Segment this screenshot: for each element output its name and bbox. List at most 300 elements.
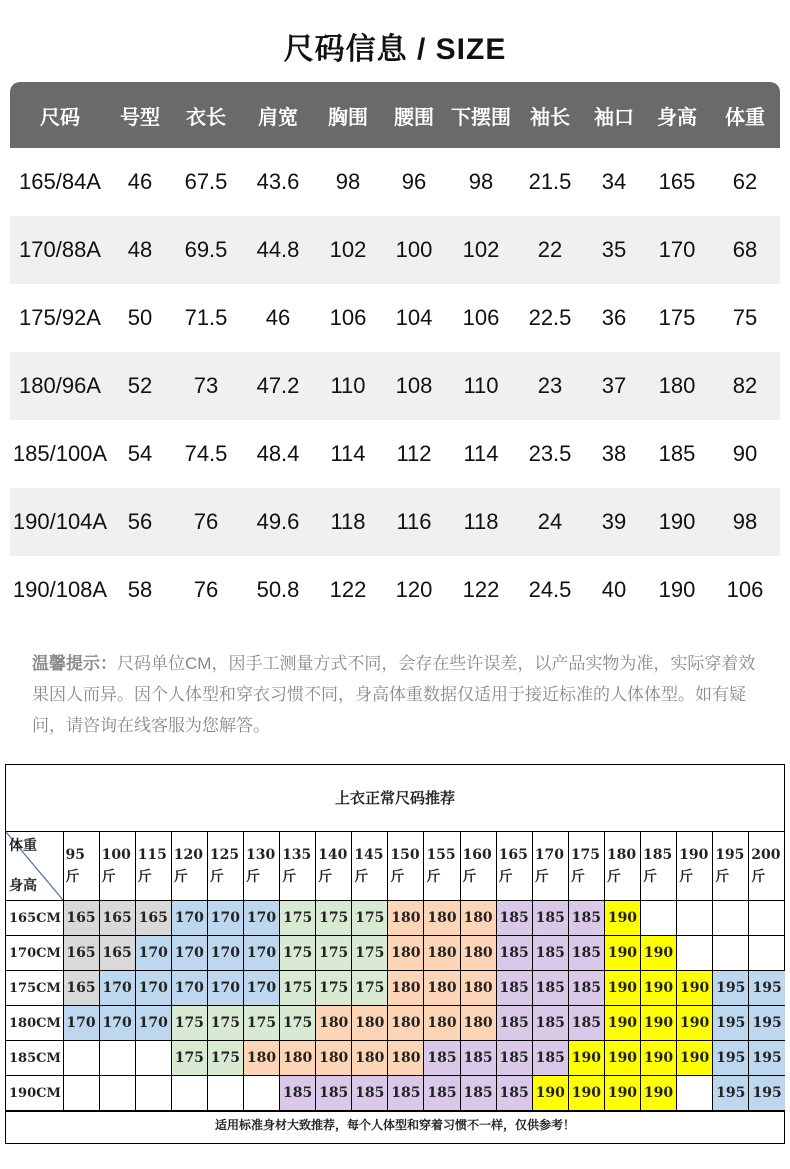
recommended-size-cell: 195 [749, 1041, 785, 1076]
size-cell: 110 [330, 373, 366, 398]
recommended-size-cell: 185 [532, 901, 568, 936]
size-cell: 165/84A [19, 169, 101, 194]
weight-unit: 斤 [570, 869, 585, 885]
recommendation-title: 上衣正常尺码推荐 [6, 765, 784, 832]
recommended-size-cell: 195 [713, 1041, 749, 1076]
weight-unit: 斤 [751, 869, 766, 885]
recommended-size-cell: 185 [568, 936, 604, 971]
recommended-size-cell: 190 [641, 971, 677, 1006]
size-cell: 43.6 [256, 169, 300, 194]
recommended-size-cell: 185 [280, 1076, 316, 1111]
recommended-size-cell: 180 [424, 971, 460, 1006]
recommended-size-cell [641, 901, 677, 936]
weight-value: 135 [282, 847, 312, 863]
weight-header-cell [63, 832, 99, 901]
size-cell: 190 [658, 577, 696, 602]
size-cell: 180/96A [19, 373, 101, 398]
recommended-size-cell: 185 [496, 936, 532, 971]
weight-header-cell [749, 832, 785, 901]
weight-unit: 斤 [679, 869, 694, 885]
recommendation-row [6, 1006, 785, 1041]
recommended-size-cell: 175 [171, 1041, 207, 1076]
recommended-size-cell: 175 [316, 936, 352, 971]
size-cell: 102 [462, 237, 500, 262]
size-cell: 118 [463, 509, 499, 534]
weight-unit: 斤 [101, 869, 116, 885]
recommended-size-cell [63, 1041, 99, 1076]
weight-header-row [6, 832, 785, 901]
size-cell: 122 [462, 577, 500, 602]
weight-unit: 斤 [137, 869, 152, 885]
weight-header-cell [568, 832, 604, 901]
recommended-size-cell: 170 [99, 971, 135, 1006]
recommended-size-cell: 195 [749, 971, 785, 1006]
size-header-cell: 尺码 [40, 106, 80, 129]
recommended-size-cell: 180 [460, 971, 496, 1006]
recommended-size-cell: 185 [532, 971, 568, 1006]
weight-value: 150 [390, 847, 420, 863]
weight-value: 125 [209, 847, 240, 863]
weight-unit: 斤 [209, 869, 224, 885]
recommended-size-cell: 180 [316, 1041, 352, 1076]
recommended-size-cell: 180 [460, 1006, 496, 1041]
size-cell: 23 [537, 373, 563, 398]
size-cell: 116 [396, 509, 432, 534]
size-cell: 46 [127, 169, 153, 194]
recommended-size-cell: 175 [316, 901, 352, 936]
recommended-size-cell: 185 [496, 1041, 532, 1076]
recommended-size-cell [63, 1076, 99, 1111]
size-cell: 74.5 [184, 441, 228, 466]
weight-value: 195 [715, 847, 745, 863]
recommended-size-cell: 175 [280, 901, 316, 936]
recommended-size-cell: 190 [604, 901, 640, 936]
size-cell: 62 [732, 169, 758, 194]
recommended-size-cell: 190 [568, 1076, 604, 1111]
size-cell: 180 [658, 373, 696, 398]
size-cell: 118 [330, 509, 366, 534]
recommendation-row [6, 1041, 785, 1076]
notice-label: 温馨提示： [32, 654, 117, 673]
recommended-size-cell: 185 [496, 901, 532, 936]
recommended-size-cell: 190 [641, 1076, 677, 1111]
weight-value: 120 [173, 847, 204, 863]
recommended-size-cell: 180 [388, 1041, 424, 1076]
size-cell: 58 [127, 577, 153, 602]
recommended-size-cell: 190 [604, 936, 640, 971]
weight-unit: 斤 [65, 869, 80, 885]
weight-value: 100 [101, 847, 131, 863]
weight-value: 155 [426, 847, 456, 863]
weight-header-cell [532, 832, 568, 901]
size-cell: 39 [601, 509, 627, 534]
size-cell: 106 [329, 305, 367, 330]
recommended-size-cell: 175 [280, 971, 316, 1006]
recommended-size-cell: 170 [63, 1006, 99, 1041]
weight-unit: 斤 [462, 869, 477, 885]
recommended-size-cell: 180 [388, 901, 424, 936]
recommended-size-cell [749, 936, 785, 971]
recommended-size-cell: 180 [388, 971, 424, 1006]
size-cell: 114 [463, 441, 499, 466]
size-cell: 23.5 [528, 441, 572, 466]
weight-header-cell [99, 832, 135, 901]
recommended-size-cell: 175 [352, 901, 388, 936]
size-cell: 98 [732, 509, 758, 534]
recommended-size-cell: 185 [388, 1076, 424, 1111]
recommended-size-cell: 165 [63, 971, 99, 1006]
size-cell: 54 [127, 441, 153, 466]
size-cell: 104 [395, 305, 433, 330]
recommended-size-cell: 180 [388, 1006, 424, 1041]
height-label: 190CM [6, 1076, 63, 1111]
recommended-size-cell: 170 [207, 971, 243, 1006]
height-label: 185CM [6, 1041, 63, 1076]
size-cell: 36 [601, 305, 627, 330]
weight-value: 170 [534, 847, 564, 863]
size-cell: 112 [396, 441, 432, 466]
weight-value: 95 [65, 847, 85, 863]
recommended-size-cell: 175 [207, 1041, 243, 1076]
weight-unit: 斤 [390, 869, 405, 885]
recommended-size-cell: 185 [568, 901, 604, 936]
size-table-row [10, 352, 780, 420]
weight-unit: 斤 [282, 869, 297, 885]
recommended-size-cell: 175 [280, 936, 316, 971]
weight-header-cell [207, 832, 243, 901]
weight-unit: 斤 [534, 869, 549, 885]
size-cell: 52 [127, 373, 153, 398]
recommended-size-cell: 185 [532, 1006, 568, 1041]
recommended-size-cell: 190 [677, 1006, 713, 1041]
size-cell: 98 [335, 169, 361, 194]
size-cell: 120 [395, 577, 433, 602]
recommended-size-cell: 165 [135, 901, 171, 936]
recommended-size-cell [713, 901, 749, 936]
weight-unit: 斤 [715, 869, 730, 885]
size-cell: 68 [732, 237, 758, 262]
size-table-row [10, 488, 780, 556]
recommended-size-cell: 185 [496, 1076, 532, 1111]
weight-value: 200 [751, 847, 781, 863]
weight-header-cell [641, 832, 677, 901]
weight-header-cell [243, 832, 279, 901]
recommended-size-cell: 185 [460, 1041, 496, 1076]
recommended-size-cell [713, 936, 749, 971]
recommended-size-cell: 190 [677, 971, 713, 1006]
weight-header-cell [713, 832, 749, 901]
recommended-size-cell: 185 [496, 971, 532, 1006]
size-cell: 110 [463, 373, 499, 398]
size-cell: 175/92A [19, 305, 101, 330]
recommended-size-cell: 170 [135, 936, 171, 971]
weight-header-cell [424, 832, 460, 901]
size-cell: 75 [732, 305, 758, 330]
recommended-size-cell: 165 [99, 936, 135, 971]
recommended-size-cell: 170 [243, 936, 279, 971]
recommended-size-cell: 170 [171, 971, 207, 1006]
notice-text: 尺码单位CM，因手工测量方式不同，会存在些许误差，以产品实物为准，实际穿着效果因人而异。因个人体型和穿衣习惯不同，身高体重数据仅适用于接近标准的人体体型。如有疑问，请咨询在线客服为您解答。 [32, 654, 756, 735]
recommended-size-cell: 175 [352, 971, 388, 1006]
weight-value: 115 [137, 847, 167, 863]
size-cell: 100 [395, 237, 433, 262]
weight-header-cell [280, 832, 316, 901]
corner-cell [6, 832, 63, 901]
size-cell: 38 [601, 441, 627, 466]
size-cell: 108 [395, 373, 433, 398]
size-cell: 114 [330, 441, 366, 466]
weight-value: 175 [570, 847, 601, 863]
size-cell: 22.5 [528, 305, 572, 330]
recommended-size-cell: 170 [243, 901, 279, 936]
weight-header-cell [171, 832, 207, 901]
size-cell: 48 [127, 237, 153, 262]
size-header-cell: 胸围 [328, 106, 368, 129]
weight-value: 185 [643, 847, 673, 863]
recommended-size-cell: 185 [352, 1076, 388, 1111]
recommended-size-cell: 185 [532, 1041, 568, 1076]
size-header-cell: 袖长 [530, 106, 570, 129]
recommended-size-cell: 195 [713, 1076, 749, 1111]
size-cell: 67.5 [184, 169, 228, 194]
recommended-size-cell: 190 [604, 1076, 640, 1111]
weight-header-cell [496, 832, 532, 901]
size-table-row [10, 284, 780, 352]
recommended-size-cell [243, 1076, 279, 1111]
recommended-size-cell: 190 [677, 1041, 713, 1076]
size-cell: 102 [329, 237, 367, 262]
recommended-size-cell: 185 [424, 1076, 460, 1111]
recommended-size-cell: 180 [460, 901, 496, 936]
weight-header-cell [388, 832, 424, 901]
size-cell: 24 [537, 509, 563, 534]
size-cell: 185/100A [12, 441, 108, 466]
recommended-size-cell: 180 [460, 936, 496, 971]
recommendation-row [6, 936, 785, 971]
recommended-size-cell: 175 [316, 971, 352, 1006]
recommended-size-cell: 170 [171, 936, 207, 971]
size-cell: 35 [601, 237, 627, 262]
recommended-size-cell: 180 [352, 1006, 388, 1041]
recommended-size-cell: 185 [568, 971, 604, 1006]
recommendation-row [6, 1076, 785, 1111]
recommendation-row [6, 901, 785, 936]
recommended-size-cell: 185 [460, 1076, 496, 1111]
corner-height-label: 身高 [9, 878, 37, 894]
recommended-size-cell: 190 [568, 1041, 604, 1076]
recommended-size-cell [207, 1076, 243, 1111]
recommended-size-cell: 170 [135, 971, 171, 1006]
size-cell: 170 [658, 237, 696, 262]
recommended-size-cell: 185 [316, 1076, 352, 1111]
size-header-cell: 身高 [657, 106, 697, 129]
recommended-size-cell: 195 [749, 1076, 785, 1111]
recommended-size-cell: 180 [424, 936, 460, 971]
size-cell: 56 [127, 509, 153, 534]
recommended-size-cell: 180 [424, 901, 460, 936]
size-cell: 22 [537, 237, 563, 262]
recommended-size-cell [749, 901, 785, 936]
weight-unit: 斤 [426, 869, 441, 885]
size-cell: 40 [601, 577, 627, 602]
recommended-size-cell: 175 [207, 1006, 243, 1041]
size-cell: 170/88A [19, 237, 101, 262]
recommended-size-cell: 195 [713, 1006, 749, 1041]
recommended-size-cell: 175 [171, 1006, 207, 1041]
size-header-cell: 腰围 [394, 106, 434, 129]
recommended-size-cell: 190 [641, 1006, 677, 1041]
recommended-size-cell: 170 [99, 1006, 135, 1041]
recommendation-chart [5, 764, 785, 1144]
page-title: 尺码信息 / SIZE [283, 33, 507, 66]
size-cell: 49.6 [256, 509, 300, 534]
recommended-size-cell: 170 [243, 971, 279, 1006]
size-table-row [10, 420, 780, 488]
weight-header-cell [677, 832, 713, 901]
recommended-size-cell: 165 [99, 901, 135, 936]
recommended-size-cell: 175 [280, 1006, 316, 1041]
recommended-size-cell [99, 1076, 135, 1111]
weight-unit: 斤 [173, 869, 188, 885]
size-header-cell: 体重 [725, 106, 765, 129]
recommended-size-cell: 190 [641, 936, 677, 971]
size-header-cell: 袖口 [594, 106, 634, 129]
size-cell: 71.5 [184, 305, 228, 330]
recommended-size-cell: 195 [749, 1006, 785, 1041]
size-header-cell: 衣长 [186, 106, 226, 129]
recommended-size-cell [135, 1041, 171, 1076]
weight-value: 160 [462, 847, 492, 863]
size-cell: 190/108A [12, 577, 108, 602]
recommended-size-cell: 170 [171, 901, 207, 936]
size-cell: 185 [658, 441, 696, 466]
recommended-size-cell: 165 [63, 901, 99, 936]
weight-value: 190 [679, 847, 709, 863]
recommended-size-cell [99, 1041, 135, 1076]
weight-header-cell [604, 832, 640, 901]
recommended-size-cell: 170 [207, 936, 243, 971]
recommended-size-cell: 190 [641, 1041, 677, 1076]
size-table-row [10, 556, 780, 624]
size-cell: 44.8 [256, 237, 300, 262]
weight-unit: 斤 [498, 869, 513, 885]
recommendation-row [6, 971, 785, 1006]
size-cell: 106 [462, 305, 500, 330]
recommended-size-cell: 180 [352, 1041, 388, 1076]
size-table-header [10, 82, 780, 148]
recommended-size-cell: 175 [352, 936, 388, 971]
recommended-size-cell: 190 [604, 971, 640, 1006]
recommended-size-cell [171, 1076, 207, 1111]
recommended-size-cell: 185 [424, 1041, 460, 1076]
weight-value: 140 [318, 847, 348, 863]
weight-unit: 斤 [606, 869, 621, 885]
size-cell: 46 [265, 305, 291, 330]
weight-header-cell [352, 832, 388, 901]
size-cell: 24.5 [528, 577, 572, 602]
size-header-cell: 号型 [120, 106, 160, 129]
height-label: 165CM [6, 901, 63, 936]
corner-weight-label: 体重 [9, 838, 37, 854]
recommended-size-cell: 185 [568, 1006, 604, 1041]
size-cell: 73 [193, 373, 219, 398]
height-label: 175CM [6, 971, 63, 1006]
weight-unit: 斤 [354, 869, 369, 885]
size-table-row [10, 148, 780, 216]
size-cell: 96 [401, 169, 427, 194]
size-cell: 76 [193, 509, 219, 534]
weight-value: 165 [498, 847, 528, 863]
recommended-size-cell [135, 1076, 171, 1111]
height-label: 180CM [6, 1006, 63, 1041]
size-cell: 50 [127, 305, 153, 330]
size-cell: 50.8 [256, 577, 300, 602]
recommended-size-cell: 175 [243, 1006, 279, 1041]
recommended-size-cell [677, 1076, 713, 1111]
weight-value: 145 [354, 847, 384, 863]
recommended-size-cell: 180 [424, 1006, 460, 1041]
size-cell: 106 [726, 577, 764, 602]
size-cell: 21.5 [528, 169, 572, 194]
height-label: 170CM [6, 936, 63, 971]
recommended-size-cell: 180 [388, 936, 424, 971]
recommended-size-cell: 185 [496, 1006, 532, 1041]
recommended-size-cell: 180 [316, 1006, 352, 1041]
size-cell: 37 [601, 373, 627, 398]
size-cell: 90 [732, 441, 758, 466]
recommended-size-cell: 190 [532, 1076, 568, 1111]
size-cell: 190 [658, 509, 696, 534]
recommended-size-cell: 195 [713, 971, 749, 1006]
recommended-size-cell: 165 [63, 936, 99, 971]
size-cell: 47.2 [256, 373, 300, 398]
recommendation-footer: 适用标准身材大致推荐，每个人体型和穿着习惯不一样，仅供参考！ [6, 1111, 784, 1139]
recommended-size-cell: 170 [207, 901, 243, 936]
recommended-size-cell: 190 [604, 1041, 640, 1076]
size-table [10, 82, 780, 624]
size-cell: 175 [658, 305, 696, 330]
size-cell: 190/104A [12, 509, 108, 534]
weight-header-cell [135, 832, 171, 901]
weight-value: 130 [245, 847, 276, 863]
size-cell: 34 [601, 169, 627, 194]
size-header-cell: 肩宽 [258, 106, 298, 129]
weight-header-cell [316, 832, 352, 901]
recommendation-table [6, 832, 785, 1111]
weight-header-cell [460, 832, 496, 901]
recommended-size-cell [677, 901, 713, 936]
weight-unit: 斤 [643, 869, 657, 885]
weight-unit: 斤 [245, 869, 260, 885]
size-header-cell: 下摆围 [451, 106, 511, 129]
recommended-size-cell: 185 [532, 936, 568, 971]
recommended-size-cell: 180 [243, 1041, 279, 1076]
size-table-body [10, 148, 780, 624]
weight-value: 180 [606, 847, 637, 863]
size-cell: 98 [468, 169, 494, 194]
recommended-size-cell [677, 936, 713, 971]
size-cell: 82 [732, 373, 758, 398]
size-table-row [10, 216, 780, 284]
recommended-size-cell: 190 [604, 1006, 640, 1041]
size-cell: 69.5 [184, 237, 228, 262]
weight-unit: 斤 [318, 869, 333, 885]
size-cell: 165 [658, 169, 696, 194]
size-notice [32, 648, 762, 741]
size-cell: 76 [193, 577, 219, 602]
size-cell: 48.4 [256, 441, 300, 466]
recommended-size-cell: 170 [135, 1006, 171, 1041]
